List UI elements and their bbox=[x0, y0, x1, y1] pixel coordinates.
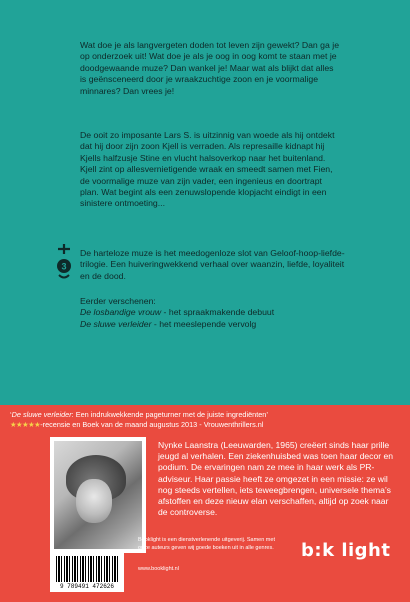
author-photo bbox=[50, 437, 146, 553]
review-quote bbox=[10, 410, 406, 430]
blurb-synopsis: De ooit zo imposante Lars S. is uitzinnig van woede als hij ontdekt dat hij door zijn zoon Kjell is verraden. Als represaille kidnapt hij Kjells halfzusje Stine en vlucht halsoverkop naar het buitenland. Kjell zint op allesvernietigende wraak en smeedt samen met Fien, de voormalige muze van zijn vader, een ingenieus en doortrapt plan. Wat begint als een zenuwslopende klopjacht eindigt in een sinistere ontmoeting... bbox=[80, 130, 335, 209]
earlier-published bbox=[80, 296, 340, 330]
publisher-logo: b:k light bbox=[301, 540, 391, 561]
author-bio: Nynke Laanstra (Leeuwarden, 1965) creëert sinds haar prille jeugd al verhalen. Een ziekenhuisbed was toen haar decor en podium. De ervaringen nam ze mee in haar werk als PR-adviseur. Haar passie heeft ze omgezet in een missie: ze wil nog steeds vertellen, iets teweegbrengen, universele thema’s afstoffen en deze nieuw elan verschaffen, altijd op zoek naar de controverse. bbox=[158, 440, 394, 518]
earlier-book-1 bbox=[80, 307, 340, 318]
trilogy-icon bbox=[52, 242, 76, 282]
quote-title: De sluwe verleider bbox=[11, 410, 72, 419]
publisher-url: www.booklight.nl bbox=[138, 566, 179, 572]
publisher-description: Booklight is een dienstverlenende uitgeverij. Samen met onze auteurs geven wij goede boeken uit in alle genres. bbox=[138, 537, 275, 551]
book-1-title: De losbandige vrouw bbox=[80, 307, 162, 318]
rating-stars: ★★★★★ bbox=[10, 420, 41, 429]
book-2-desc: - het meeslepende vervolg bbox=[151, 318, 257, 329]
blurb-trilogy: De harteloze muze is het meedogenloze slot van Geloof-hoop-liefde-trilogie. Een huiveringwekkend verhaal over waanzin, liefde, loyaliteit en de dood. bbox=[80, 248, 345, 281]
quote-source: -recensie en Boek van de maand augustus 2013 - Vrouwenthrillers.nl bbox=[40, 420, 264, 429]
svg-text:3: 3 bbox=[61, 261, 67, 272]
blurb-intro: Wat doe je als langvergeten doden tot leven zijn gewekt? Dan ga je op onderzoek uit! Wat doe je als je oog in oog komt te staan met je doodgewaande muze? Dan wankel je! Maar wat als blijkt dat alles is geënsceneerd door je wraakzuchtige zoon en je voormalige minnares? Dan vrees je! bbox=[80, 40, 340, 96]
quote-text: : Een indrukwekkende pageturner met de juiste ingrediënten’ bbox=[71, 410, 268, 419]
isbn-number: 9 789491 472626 bbox=[59, 583, 114, 590]
book-2-title: De sluwe verleider bbox=[80, 318, 152, 329]
earlier-label: Eerder verschenen: bbox=[80, 296, 156, 306]
book-1-desc: - het spraakmakende debuut bbox=[161, 307, 275, 318]
earlier-book-2 bbox=[80, 319, 340, 330]
quote-open: ‘ bbox=[10, 410, 12, 419]
barcode-bars bbox=[56, 556, 118, 582]
barcode bbox=[50, 552, 124, 592]
